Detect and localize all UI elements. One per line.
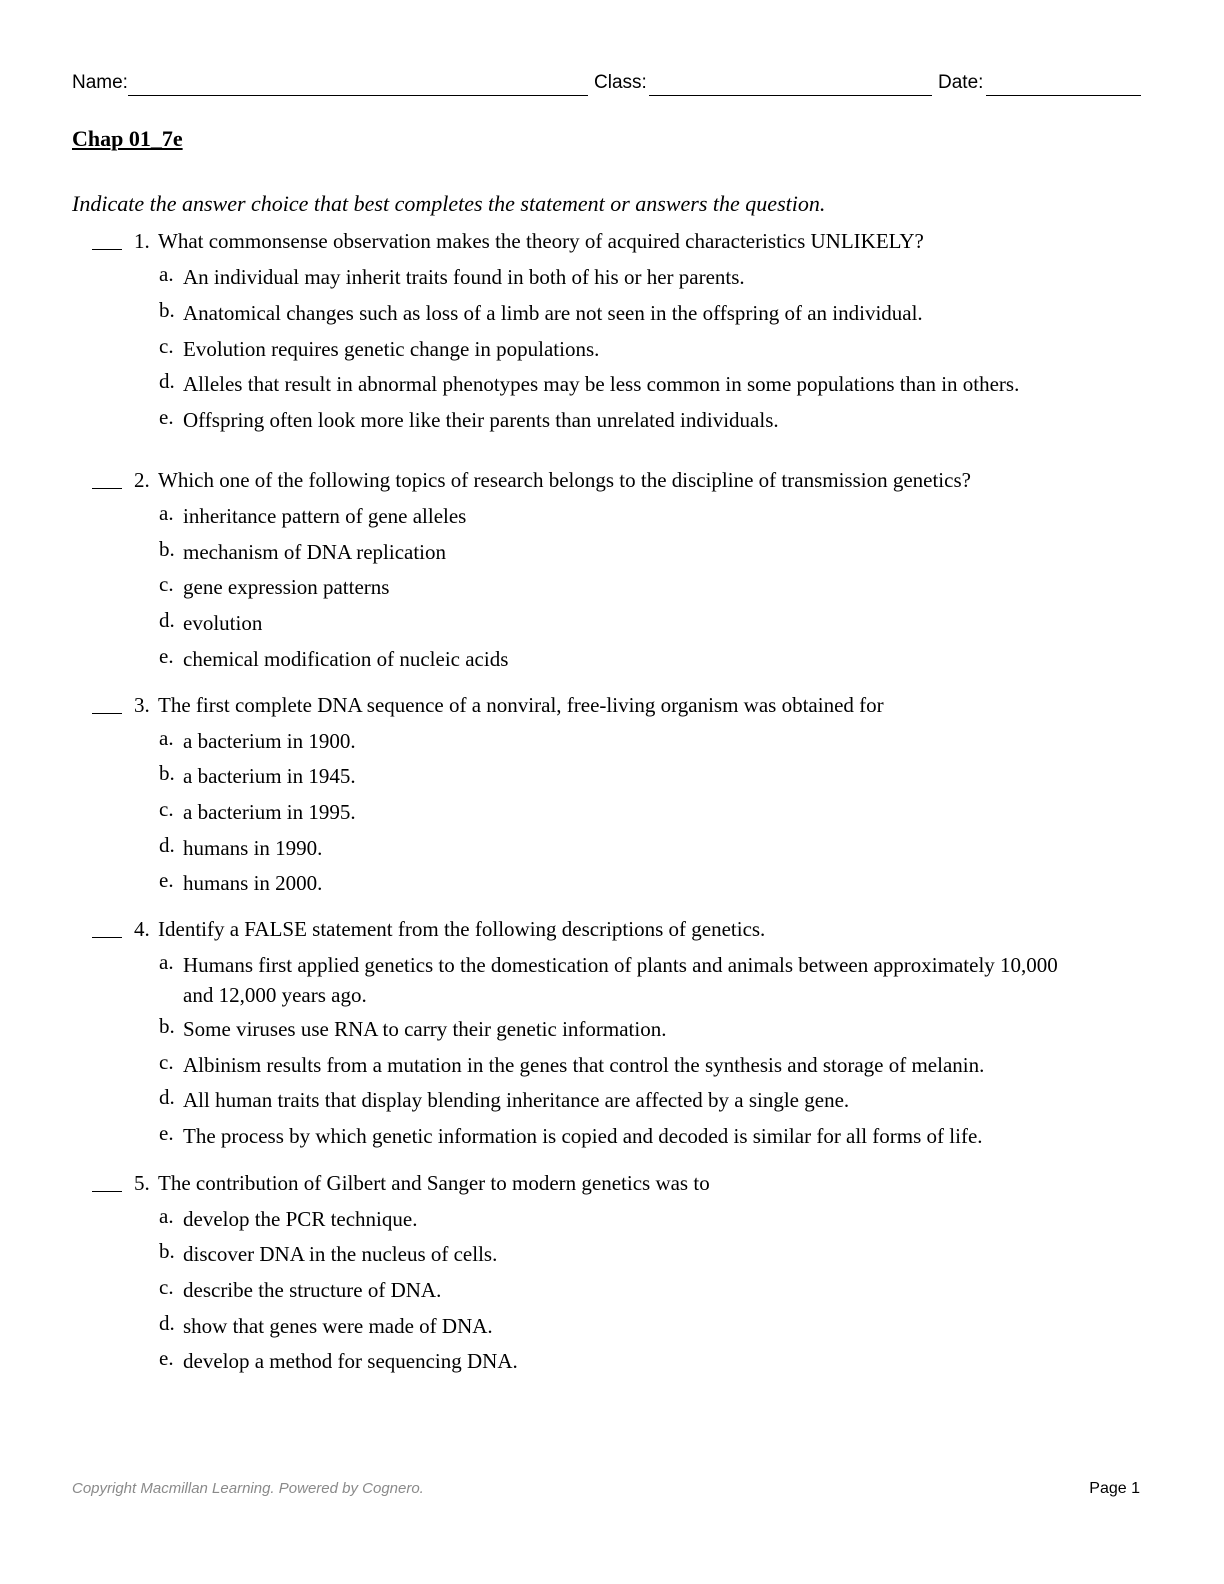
question-number: 4. <box>134 917 150 941</box>
option-text: chemical modification of nucleic acids <box>183 647 509 671</box>
option-text: a bacterium in 1945. <box>183 764 356 788</box>
question-text: What commonsense observation makes the theory of acquired characteristics UNLIKELY? <box>158 229 924 253</box>
question-number: 5. <box>134 1171 150 1195</box>
answer-blank-4[interactable] <box>92 937 122 938</box>
date-label: Date: <box>938 72 984 93</box>
instructions: Indicate the answer choice that best completes the statement or answers the question. <box>72 191 826 216</box>
option-text: evolution <box>183 611 263 635</box>
question-text: Which one of the following topics of research belongs to the discipline of transmission genetics? <box>158 468 971 492</box>
option-text: Evolution requires genetic change in populations. <box>183 337 600 361</box>
chapter-title: Chap 01_7e <box>72 126 183 151</box>
class-label: Class: <box>594 72 647 93</box>
option-text: Anatomical changes such as loss of a limb are not seen in the offspring of an individual. <box>183 301 923 325</box>
answer-blank-3[interactable] <box>92 713 122 714</box>
worksheet-page: Name: Class: Date: Chap 01_7e Indicate the answer choice that best completes the statement or answers the question. 1. What commonsense observation makes the theory of acquired characteristics UNLIKELY? a. An individual may inherit traits found in both of his or her parents. b. Anatomical changes such as loss of a limb are not seen in the offspring of an individual. c. Evolution requires genetic change in populations. d. Alleles that result in abnormal phenotypes may be less common in some populations than in others. e. Offspring often look more like their parents than unrelated individuals. 2. Which one of the following topics of research belongs to the discipline of transmission genetics? a. inheritance pattern of gene alleles b. mechanism of DNA replication c. gene expression patterns d. evolution e. chemical modification of nucleic acids 3. The first complete DNA sequence of a nonviral, free-living organism was obtained for a. a bacterium in 1900. b. a bacterium in 1945. c. a bacterium in 1995. d. humans in 1990. e. humans in 2000. 4. Identify a FALSE statement from the following descriptions of genetics. a. Humans first applied genetics to the domestication of plants and animals between approximately 10,000 and 12,000 years ago. b. Some viruses use RNA to carry their genetic information. c. Albinism results from a mutation in the genes that control the synthesis and storage of melanin. d. All human traits that display blending inheritance are affected by a single gene. e. The process by which genetic information is copied and decoded is similar for all forms of life. 5. The contribution of Gilbert and Sanger to modern genetics was to a. develop the PCR technique. b. discover DNA in the nucleus of cells. c. describe the structure of DNA. d. show that genes were made of DNA. e. develop a method for sequencing DNA. Copyright Macmillan Learning. Powered by Cognero. Page 1 <box>72 72 1140 1497</box>
question-text: The contribution of Gilbert and Sanger to modern genetics was to <box>158 1171 710 1195</box>
option-text: humans in 1990. <box>183 836 323 860</box>
class-field[interactable] <box>649 95 932 96</box>
page-number: Page 1 <box>1089 1480 1140 1497</box>
copyright-footer: Copyright Macmillan Learning. Powered by Cognero. <box>72 1480 424 1497</box>
answer-blank-5[interactable] <box>92 1191 122 1192</box>
option-text: describe the structure of DNA. <box>183 1278 442 1302</box>
option-text: inheritance pattern of gene alleles <box>183 504 467 528</box>
option-text: All human traits that display blending inheritance are affected by a single gene. <box>183 1088 850 1112</box>
question-number: 1. <box>134 229 150 253</box>
option-text: An individual may inherit traits found in both of his or her parents. <box>183 265 745 289</box>
answer-blank-2[interactable] <box>92 488 122 489</box>
answer-blank-1[interactable] <box>92 249 122 250</box>
option-text: show that genes were made of DNA. <box>183 1314 493 1338</box>
date-field[interactable] <box>986 95 1141 96</box>
option-text: gene expression patterns <box>183 575 390 599</box>
option-text: Offspring often look more like their parents than unrelated individuals. <box>183 408 779 432</box>
option-text: a bacterium in 1995. <box>183 800 356 824</box>
option-text: a bacterium in 1900. <box>183 729 356 753</box>
option-text: Albinism results from a mutation in the genes that control the synthesis and storage of melanin. <box>183 1053 985 1077</box>
question-number: 3. <box>134 693 150 717</box>
option-text: Humans first applied genetics to the domestication of plants and animals between approximately 10,000 and 12,000 years ago. <box>183 953 1058 1007</box>
question-number: 2. <box>134 468 150 492</box>
question-text: The first complete DNA sequence of a nonviral, free-living organism was obtained for <box>158 693 884 717</box>
option-text: The process by which genetic information is copied and decoded is similar for all forms of life. <box>183 1124 983 1148</box>
option-text: mechanism of DNA replication <box>183 540 447 564</box>
name-field[interactable] <box>128 95 588 96</box>
option-text: Alleles that result in abnormal phenotypes may be less common in some populations than in others. <box>183 372 1020 396</box>
option-text: develop the PCR technique. <box>183 1207 418 1231</box>
option-text: discover DNA in the nucleus of cells. <box>183 1242 498 1266</box>
student-info-header <box>72 72 1142 98</box>
name-label: Name: <box>72 72 128 93</box>
question-text: Identify a FALSE statement from the following descriptions of genetics. <box>158 917 766 941</box>
option-text: humans in 2000. <box>183 871 323 895</box>
option-text: develop a method for sequencing DNA. <box>183 1349 518 1373</box>
option-text: Some viruses use RNA to carry their genetic information. <box>183 1017 667 1041</box>
